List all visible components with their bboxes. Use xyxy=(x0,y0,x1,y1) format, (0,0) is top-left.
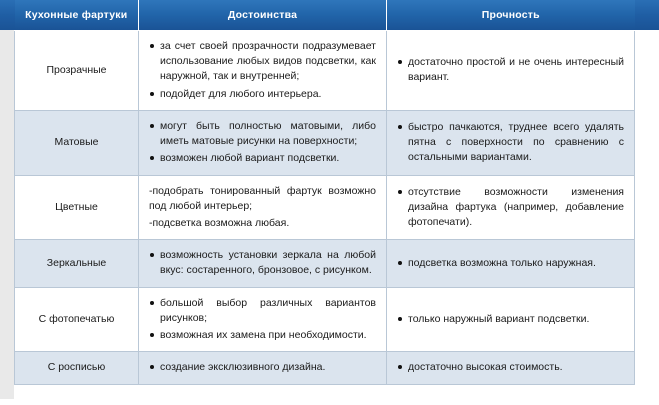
list-item: подсветка возможна только наружная. xyxy=(397,256,624,271)
list-item: возможная их замена при необходимости. xyxy=(149,328,376,343)
list-item: возможен любой вариант подсветки. xyxy=(149,151,376,166)
list-item: могут быть полностью матовыми, либо иметь матовые рисунки на поверхности; xyxy=(149,119,376,149)
left-margin-strip xyxy=(0,30,14,405)
right-margin-strip xyxy=(634,30,659,405)
table-row xyxy=(15,31,635,111)
row-label: С фотопечатью xyxy=(15,287,139,352)
list-item: -подсветка возможна любая. xyxy=(149,216,290,229)
table-row xyxy=(15,175,635,240)
list-item: отсутствие возможности изменения дизайна фартука (например, добавление фотопечати). xyxy=(397,185,624,231)
list-item: достаточно высокая стоимость. xyxy=(397,360,624,375)
row-advantages xyxy=(139,352,387,384)
row-label: Прозрачные xyxy=(15,31,139,111)
row-durability xyxy=(387,287,635,352)
column-header-advantages: Достоинства xyxy=(139,0,387,31)
list-item: подойдет для любого интерьера. xyxy=(149,87,376,102)
table-row xyxy=(15,287,635,352)
list-item: только наружный вариант подсветки. xyxy=(397,312,624,327)
table-row xyxy=(15,110,635,175)
row-label: Матовые xyxy=(15,110,139,175)
row-durability xyxy=(387,352,635,384)
column-header-type: Кухонные фартуки xyxy=(15,0,139,31)
list-item: большой выбор различных вариантов рисунков; xyxy=(149,296,376,326)
bottom-margin-strip xyxy=(0,399,659,405)
row-durability xyxy=(387,240,635,287)
row-durability xyxy=(387,110,635,175)
row-advantages xyxy=(139,175,387,240)
list-item: быстро пачкаются, труднее всего удалять пятна с поверхности по сравнению с остальными вариантами. xyxy=(397,120,624,166)
list-item: за счет своей прозрачности подразумевает использование любых видов подсветки, как наружной, так и внутренней; xyxy=(149,39,376,85)
row-advantages xyxy=(139,240,387,287)
row-advantages xyxy=(139,287,387,352)
table-row xyxy=(15,240,635,287)
list-item: возможность установки зеркала на любой вкус: состаренного, бронзовое, с рисунком. xyxy=(149,248,376,278)
column-header-durability: Прочность xyxy=(387,0,635,31)
row-durability xyxy=(387,31,635,111)
row-advantages xyxy=(139,110,387,175)
row-label: Цветные xyxy=(15,175,139,240)
row-advantages xyxy=(139,31,387,111)
list-item: -подобрать тонированный фартук возможно под любой интерьер; xyxy=(149,184,376,212)
row-label: С росписью xyxy=(15,352,139,384)
comparison-table-container xyxy=(14,0,634,385)
table-row xyxy=(15,352,635,384)
list-item: достаточно простой и не очень интересный вариант. xyxy=(397,55,624,85)
row-durability xyxy=(387,175,635,240)
table-header-row xyxy=(15,0,635,31)
list-item: создание эксклюзивного дизайна. xyxy=(149,360,376,375)
comparison-table xyxy=(14,0,635,385)
row-label: Зеркальные xyxy=(15,240,139,287)
